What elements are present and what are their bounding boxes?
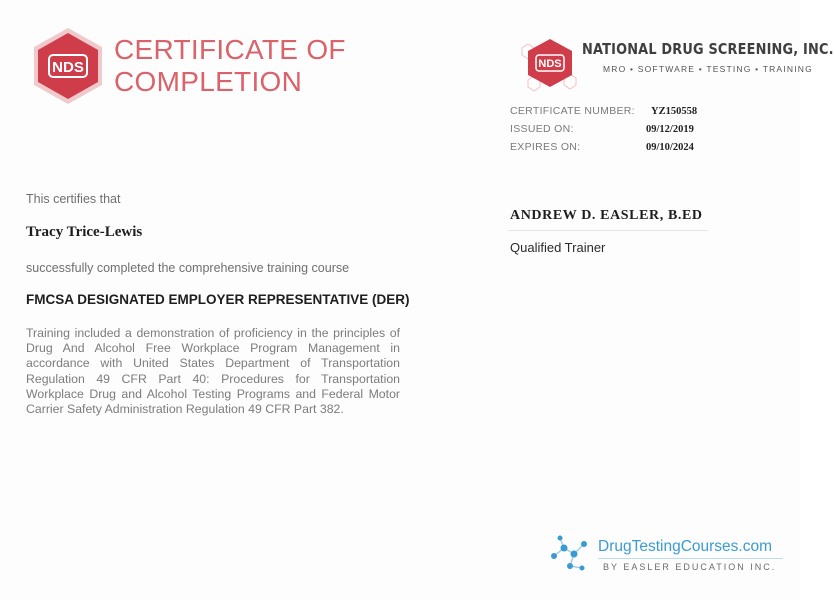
molecule-icon [548, 534, 594, 574]
issued-on-label: ISSUED ON: [510, 123, 574, 135]
footer-brand-byline: BY EASLER EDUCATION INC. [603, 562, 777, 572]
company-logo-text: NDS [538, 58, 562, 70]
trainer-name: ANDREW D. EASLER, B.ED [510, 208, 703, 223]
recipient-name: Tracy Trice-Lewis [26, 224, 143, 240]
company-logo [522, 36, 578, 92]
footer-brand-divider [598, 558, 783, 559]
certificate-number-label: CERTIFICATE NUMBER: [510, 105, 635, 117]
issued-on-value: 09/12/2019 [646, 124, 694, 135]
company-name: NATIONAL DRUG SCREENING, INC. [582, 40, 834, 58]
course-name: FMCSA DESIGNATED EMPLOYER REPRESENTATIVE (DER) [26, 292, 410, 307]
certificate-title-line2: COMPLETION [114, 66, 303, 97]
signature-divider [508, 230, 708, 231]
expires-on-value: 09/10/2024 [646, 142, 694, 153]
course-description: Training included a demonstration of proficiency in the principles of Drug And Alcohol Free Workplace Program Management in accordance with United States Department of Transportation Regulation 49 CFR Part 40: Procedures for Transportation Workplace Drug and Alcohol Testing Programs and Federal Motor Carrier Safety Administration Regulation 49 CFR Part 382. [26, 326, 400, 417]
certificate-number-value: YZ150558 [651, 106, 698, 117]
footer-brand-name: DrugTestingCourses.com [598, 538, 773, 555]
expires-on-label: EXPIRES ON: [510, 141, 581, 153]
certificate-title [114, 34, 346, 98]
trainer-title: Qualified Trainer [510, 240, 606, 255]
certifies-text: This certifies that [26, 192, 121, 206]
nds-logo [32, 26, 104, 106]
nds-logo-text: NDS [52, 59, 84, 76]
certificate-title-line1: CERTIFICATE OF [114, 34, 346, 65]
completed-text: successfully completed the comprehensive training course [26, 261, 350, 275]
company-tagline: MRO • SOFTWARE • TESTING • TRAINING [603, 64, 813, 74]
